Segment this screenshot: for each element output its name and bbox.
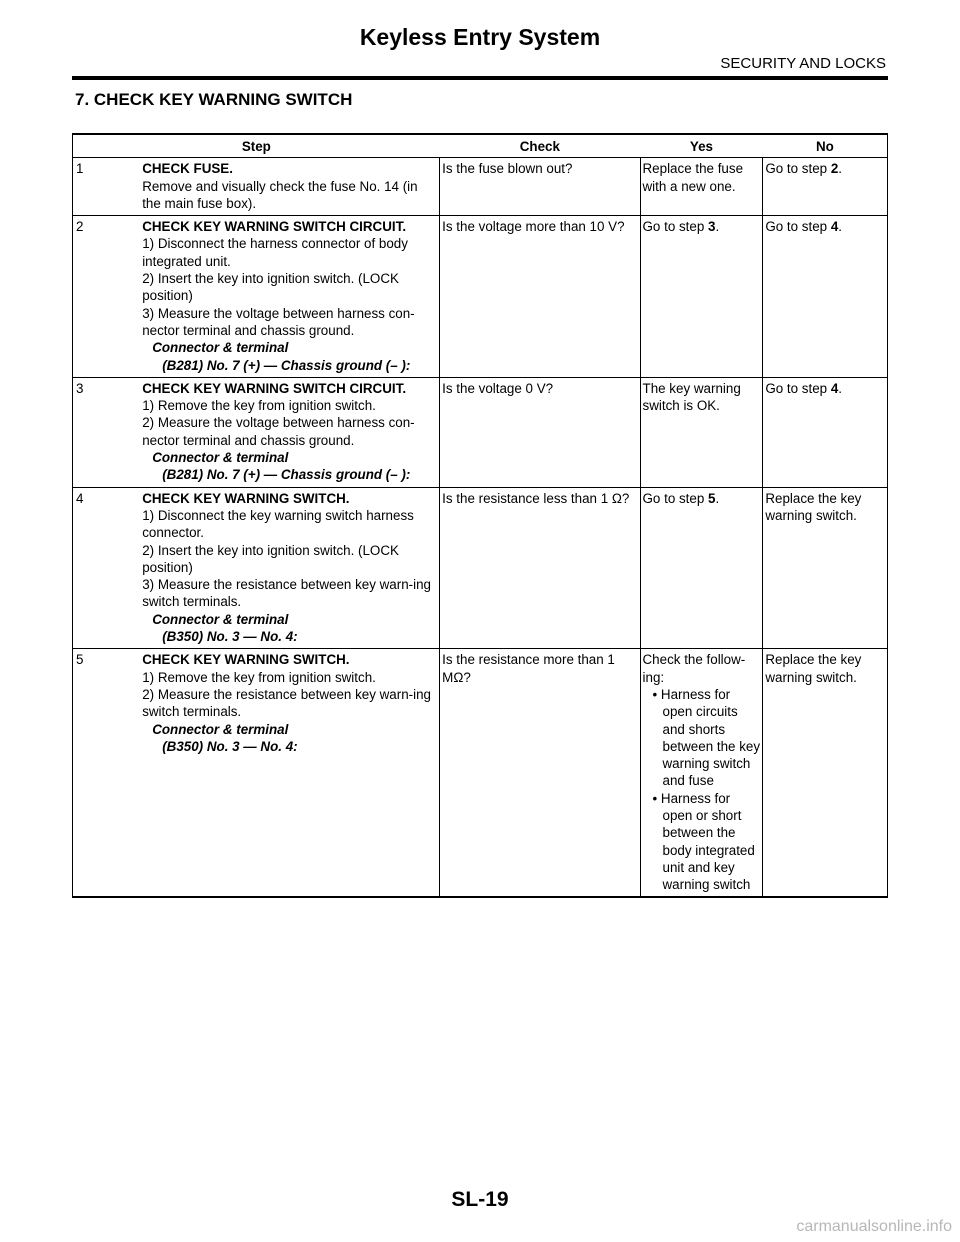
step-instruction: 1) Disconnect the key warning switch harness connector. <box>142 507 414 541</box>
step-title: CHECK KEY WARNING SWITCH CIRCUIT. <box>142 219 407 235</box>
yes-cell: The key warning switch is OK. <box>640 377 763 487</box>
step-instruction: 1) Disconnect the harness connector of body integrated unit. <box>142 236 408 269</box>
step-instruction: 3) Measure the voltage between harness con-nector terminal and chassis ground. <box>142 305 415 338</box>
connector-value: (B281) No. 7 (+) — Chassis ground (– ): <box>162 467 411 483</box>
yes-cell <box>640 216 763 378</box>
step-instruction: 1) Remove the key from ignition switch. <box>142 398 376 414</box>
connector-label: Connector & terminal <box>152 340 289 356</box>
connector-label: Connector & terminal <box>152 611 289 627</box>
no-cell: Replace the key warning switch. <box>763 487 888 649</box>
yes-bullet: • Harness for open or short between the body integrated unit and key warning switch <box>652 790 755 893</box>
step-cell <box>140 649 439 898</box>
no-cell <box>763 158 888 216</box>
table-row <box>73 377 888 487</box>
no-step-ref: 4 <box>830 219 839 235</box>
section-heading: 7. CHECK KEY WARNING SWITCH <box>75 90 353 109</box>
step-title: CHECK KEY WARNING SWITCH. <box>142 490 350 506</box>
column-header-yes: Yes <box>640 134 763 158</box>
step-title: CHECK FUSE. <box>142 161 233 177</box>
step-instruction: Remove and visually check the fuse No. 14 (in the main fuse box). <box>142 178 418 211</box>
diagnostic-table <box>72 133 888 898</box>
check-cell: Is the resistance less than 1 Ω? <box>440 487 640 649</box>
watermark: carmanualsonline.info <box>796 1218 952 1235</box>
yes-prefix: Go to step <box>642 490 709 506</box>
yes-cell: Replace the fuse with a new one. <box>640 158 763 216</box>
no-cell <box>763 377 888 487</box>
check-cell: Is the resistance more than 1 MΩ? <box>440 649 640 898</box>
no-cell: Replace the key warning switch. <box>763 649 888 898</box>
step-number: 3 <box>73 377 141 487</box>
yes-suffix: . <box>715 219 720 235</box>
no-cell <box>763 216 888 378</box>
connector-label: Connector & terminal <box>152 721 289 737</box>
table-header-row <box>73 134 888 158</box>
section-name: SECURITY AND LOCKS <box>720 55 886 72</box>
check-cell: Is the fuse blown out? <box>440 158 640 216</box>
yes-prefix: Go to step <box>642 219 709 235</box>
step-cell <box>140 216 439 378</box>
yes-cell <box>640 649 763 898</box>
no-suffix: . <box>838 219 843 235</box>
connector-value: (B350) No. 3 — No. 4: <box>162 738 298 754</box>
no-step-ref: 2 <box>830 161 839 177</box>
step-title: CHECK KEY WARNING SWITCH CIRCUIT. <box>142 380 407 396</box>
no-prefix: Go to step <box>765 219 831 235</box>
step-instruction: 3) Measure the resistance between key warn-ing switch terminals. <box>142 577 431 610</box>
yes-cell <box>640 487 763 649</box>
column-header-no: No <box>763 134 888 158</box>
column-header-check: Check <box>440 134 640 158</box>
step-number: 2 <box>73 216 141 378</box>
connector-value: (B350) No. 3 — No. 4: <box>162 629 298 645</box>
connector-label: Connector & terminal <box>152 450 289 466</box>
table-row <box>73 487 888 649</box>
no-prefix: Go to step <box>765 161 831 177</box>
header-divider <box>72 76 888 80</box>
no-prefix: Go to step <box>765 380 831 396</box>
step-cell <box>140 487 439 649</box>
step-title: CHECK KEY WARNING SWITCH. <box>142 652 350 668</box>
step-instruction: 1) Remove the key from ignition switch. <box>142 669 376 685</box>
step-number: 5 <box>73 649 141 898</box>
yes-intro: Check the follow-ing: <box>642 652 746 685</box>
step-instruction: 2) Measure the resistance between key warn-ing switch terminals. <box>142 686 431 720</box>
step-instruction: 2) Insert the key into ignition switch. (LOCK position) <box>142 542 399 575</box>
check-cell: Is the voltage more than 10 V? <box>440 216 640 378</box>
table-row <box>73 216 888 378</box>
yes-step-ref: 5 <box>708 490 716 506</box>
step-instruction: 2) Insert the key into ignition switch. (LOCK position) <box>142 271 399 304</box>
check-cell: Is the voltage 0 V? <box>440 377 640 487</box>
step-number: 4 <box>73 487 141 649</box>
step-cell <box>140 377 439 487</box>
connector-value: (B281) No. 7 (+) — Chassis ground (– ): <box>162 357 411 373</box>
step-number: 1 <box>73 158 141 216</box>
page-number: SL-19 <box>451 1188 509 1211</box>
page-title: Keyless Entry System <box>359 24 601 50</box>
step-cell <box>140 158 439 216</box>
yes-step-ref: 3 <box>708 219 716 235</box>
step-instruction: 2) Measure the voltage between harness con-nector terminal and chassis ground. <box>142 415 415 448</box>
table-row <box>73 649 888 898</box>
no-suffix: . <box>838 380 843 396</box>
no-suffix: . <box>838 161 843 177</box>
table-row <box>73 158 888 216</box>
column-header-step: Step <box>73 134 440 158</box>
yes-suffix: . <box>715 490 720 506</box>
yes-bullet: • Harness for open circuits and shorts between the key warning switch and fuse <box>652 686 761 789</box>
no-step-ref: 4 <box>830 380 839 396</box>
